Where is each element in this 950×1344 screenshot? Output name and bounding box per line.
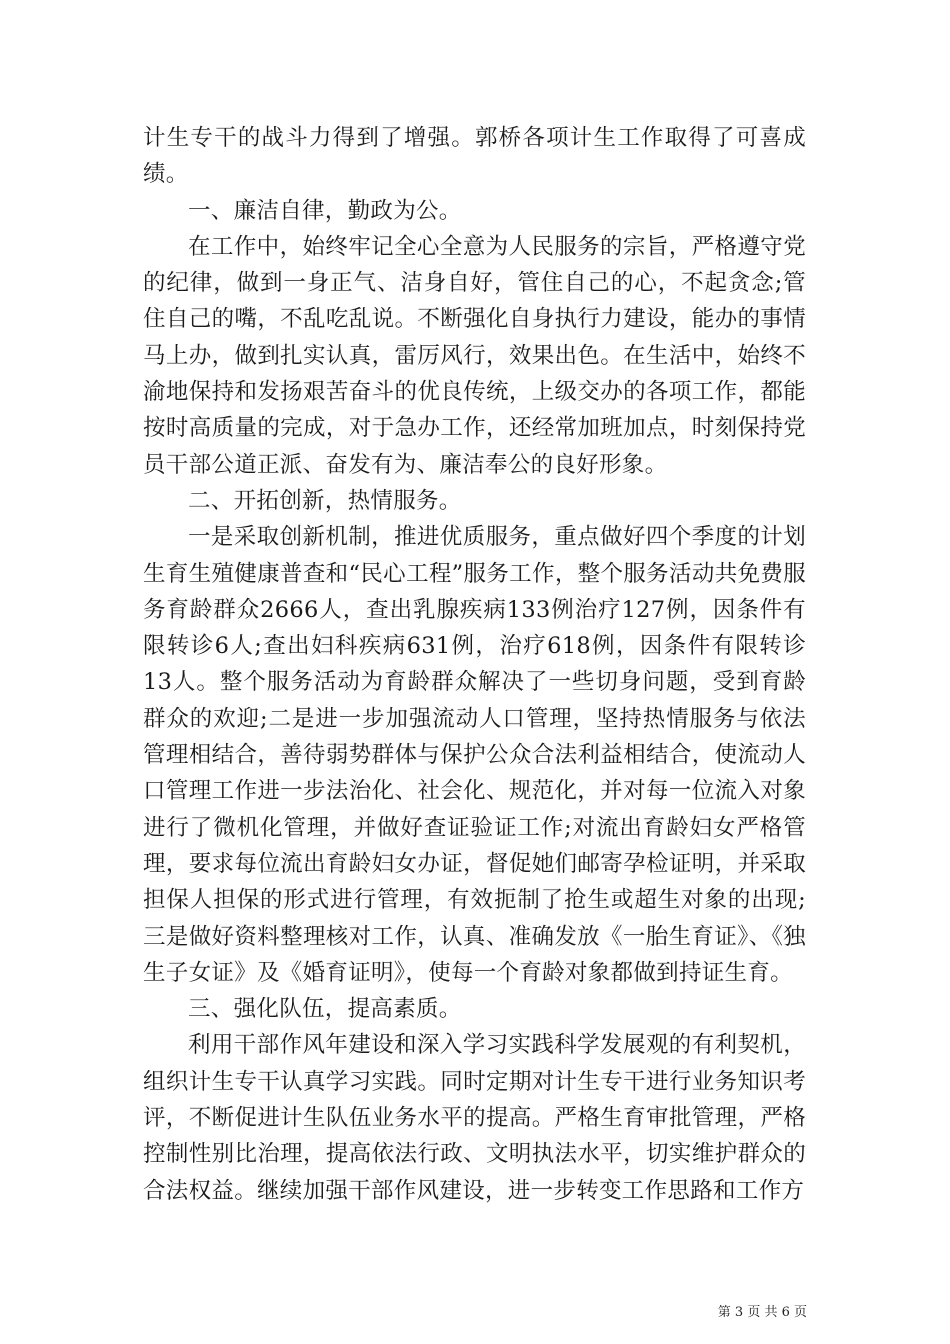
paragraph-continuation: 计生专干的战斗力得到了增强。郭桥各项计生工作取得了可喜成绩。 [143, 125, 806, 188]
paragraph-innovation: 一是采取创新机制，推进优质服务，重点做好四个季度的计划生育生殖健康普查和“民心工程”服务工作，整个服务活动共免费服务育龄群众2666人，查出乳腺疾病133例治疗127例，因条件有限转诊6人;查出妇科疾病631例，治疗618例，因条件有限转诊13人。整个服务活动为育龄群众解决了一些切身问题，受到育龄群众的欢迎;二是进一步加强流动人口管理，坚持热情服务与依法管理相结合，善待弱势群体与保护公众合法利益相结合，使流动人口管理工作进一步法治化、社会化、规范化，并对每一位流入对象进行了微机化管理，并做好查证验证工作;对流出育龄妇女严格管理，要求每位流出育龄妇女办证，督促她们邮寄孕检证明，并采取担保人担保的形式进行管理，有效扼制了抢生或超生对象的出现;三是做好资料整理核对工作，认真、准确发放《一胎生育证》、《独生子女证》及《婚育证明》，使每一个育龄对象都做到持证生育。 [143, 524, 806, 986]
page-number-footer: 第 3 页 共 6 页 [717, 1305, 807, 1320]
document-body [143, 120, 806, 1209]
paragraph-integrity: 在工作中，始终牢记全心全意为人民服务的宗旨，严格遵守党的纪律，做到一身正气、洁身自好，管住自己的心，不起贪念;管住自己的嘴，不乱吃乱说。不断强化自身执行力建设，能办的事情马上办，做到扎实认真，雷厉风行，效果出色。在生活中，始终不渝地保持和发扬艰苦奋斗的优良传统，上级交办的各项工作，都能按时高质量的完成，对于急办工作，还经常加班加点，时刻保持党员干部公道正派、奋发有为、廉洁奉公的良好形象。 [143, 233, 806, 478]
section-heading-3: 三、强化队伍，提高素质。 [188, 996, 462, 1023]
section-heading-2: 二、开拓创新，热情服务。 [188, 487, 462, 514]
section-heading-1: 一、廉洁自律，勤政为公。 [188, 197, 462, 224]
paragraph-team: 利用干部作风年建设和深入学习实践科学发展观的有利契机，组织计生专干认真学习实践。同时定期对计生专干进行业务知识考评，不断促进计生队伍业务水平的提高。严格生育审批管理，严格控制性别比治理，提高依法行政、文明执法水平，切实维护群众的合法权益。继续加强干部作风建设，进一步转变工作思路和工作方 [143, 1032, 806, 1204]
